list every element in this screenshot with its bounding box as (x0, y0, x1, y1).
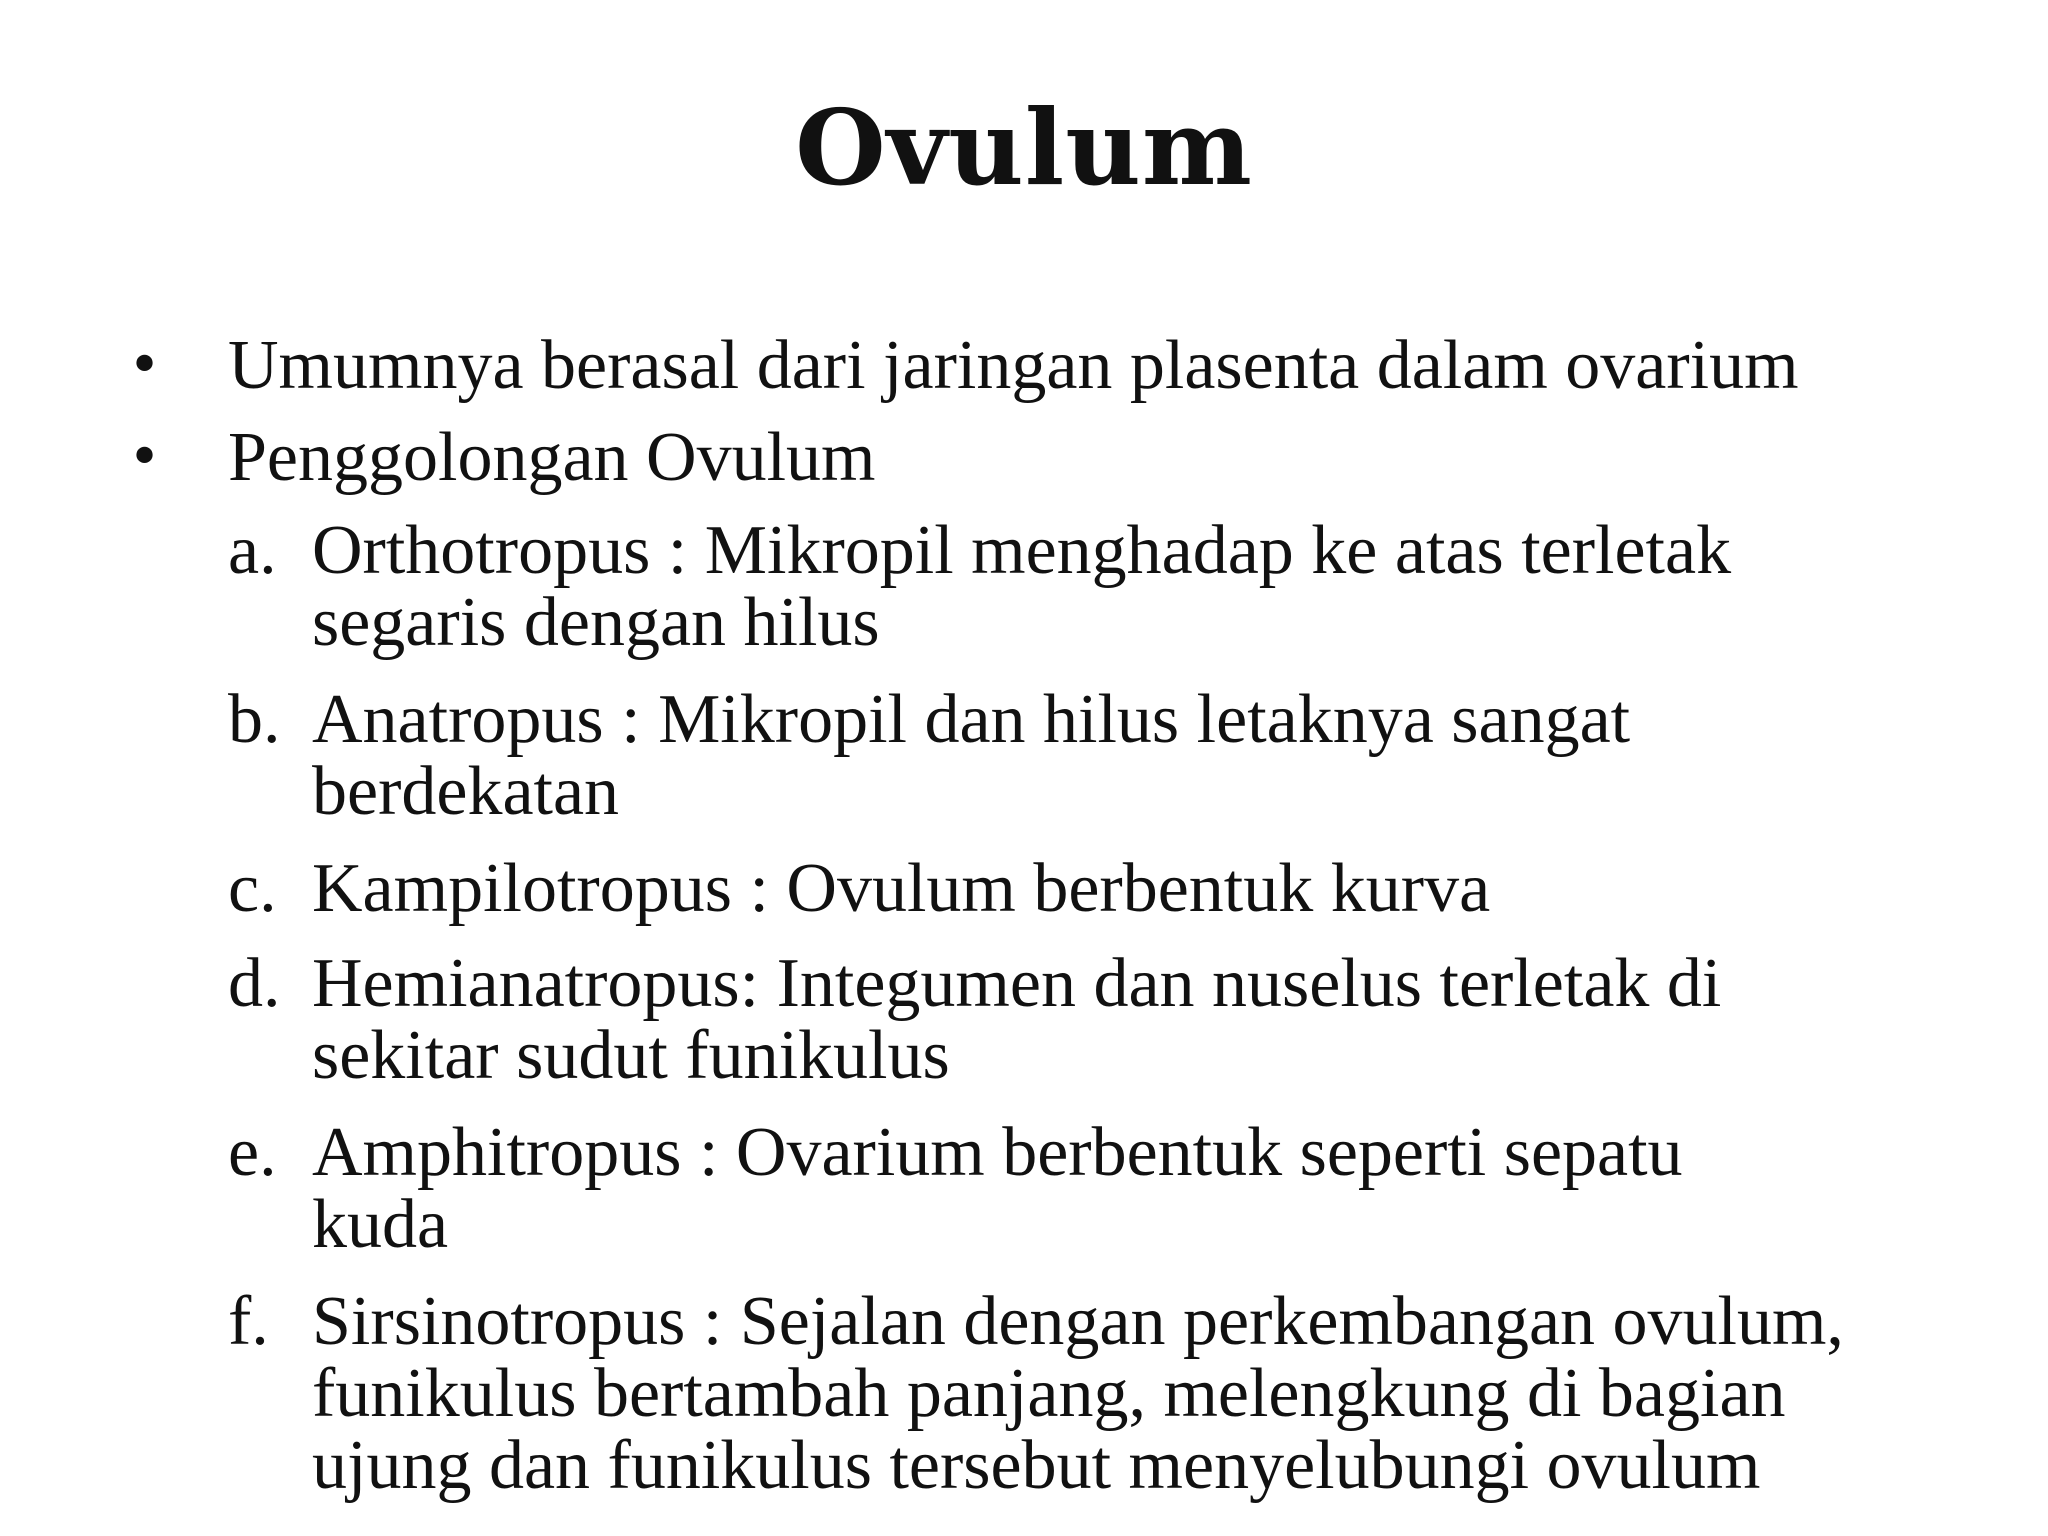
sub-item-marker: b. (228, 681, 281, 758)
sub-item-line: Orthotropus : Mikropil menghadap ke atas terletak (312, 512, 1732, 589)
sub-item-marker: c. (228, 850, 277, 927)
sub-item-line: Anatropus : Mikropil dan hilus letaknya sangat (312, 681, 1631, 758)
sub-item-marker: e. (228, 1114, 277, 1191)
sub-item-line: Amphitropus : Ovarium berbentuk seperti sepatu (312, 1114, 1683, 1191)
sub-item-line: funikulus bertambah panjang, melengkung di bagian (312, 1355, 1786, 1432)
sub-item-marker: f. (228, 1283, 269, 1360)
sub-item-line: segaris dengan hilus (312, 584, 880, 661)
sub-item-text (312, 1114, 1952, 1263)
bullet-text: Umumnya berasal dari jaringan plasenta dalam ovarium (228, 327, 1799, 404)
sub-item-marker: d. (228, 945, 281, 1022)
sub-item-text (312, 512, 1952, 661)
sub-item-line: sekitar sudut funikulus (312, 1017, 950, 1094)
sub-item-line: Kampilotropus : Ovulum berbentuk kurva (312, 850, 1491, 927)
sub-item-line: berdekatan (312, 753, 620, 830)
sub-item-text (312, 681, 1952, 830)
sub-item-text (312, 1283, 1952, 1504)
sub-item-marker: a. (228, 512, 277, 589)
sub-item-line: Hemianatropus: Integumen dan nuselus terletak di (312, 945, 1722, 1022)
bullet-text: Penggolongan Ovulum (228, 419, 876, 496)
bullet-icon: • (128, 333, 162, 398)
sub-item-line: kuda (312, 1186, 449, 1263)
sub-item-text (312, 945, 1952, 1094)
sub-item-line: Sirsinotropus : Sejalan dengan perkembangan ovulum, (312, 1283, 1844, 1360)
sub-item-text (312, 850, 1952, 927)
bullet-icon: • (128, 425, 162, 490)
slide-title: Ovulum (795, 86, 1253, 209)
sub-item-line: ujung dan funikulus tersebut menyelubungi ovulum (312, 1427, 1761, 1504)
